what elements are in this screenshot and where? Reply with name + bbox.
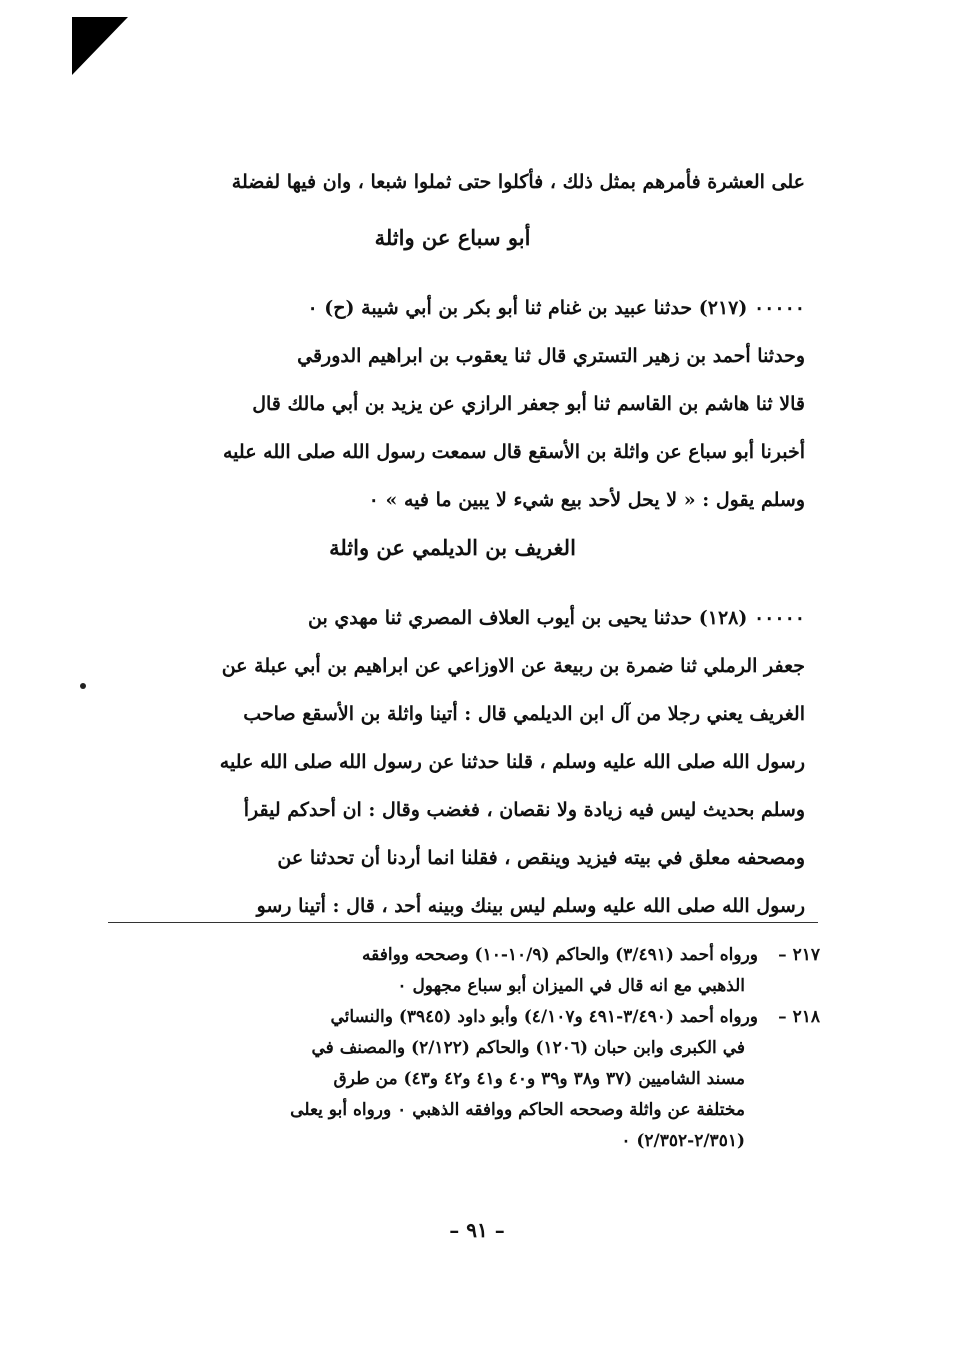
- hadith-217: [100, 284, 805, 524]
- ink-dot: [80, 683, 86, 689]
- footnote-218: [100, 1002, 820, 1033]
- footnote-line: مسند الشاميين (٣٧ و٣٨ و٣٩ و٤٠ و٤١ و٤٢ و٤٣) من طرق: [333, 1069, 745, 1089]
- text-line: الغريف يعني رجلا من آل ابن الديلمي قال : أتينا واثلة بن الأسقع صاحب: [243, 703, 805, 725]
- text-line: أخبرنا أبو سباع عن واثلة بن الأسقع قال سمعت رسول الله صلى الله عليه: [222, 441, 805, 463]
- text-line: ٠٠٠٠٠ (١٢٨) حدثنا يحيى بن أيوب العلاف المصري ثنا مهدي بن: [308, 607, 805, 629]
- text-line: وسلم بحديث ليس فيه زيادة ولا نقصان ، فغضب وقال : ان أحدكم ليقرأ: [243, 799, 805, 821]
- footnote-line: مختلفة عن واثلة وصححه الحاكم ووافقه الذهبي ٠ ورواه أبو يعلى: [290, 1100, 745, 1120]
- section-heading: أبو سباع عن واثلة: [374, 225, 531, 250]
- text-line: رسول الله صلى الله عليه وسلم ، قلنا حدثنا عن رسول الله صلى الله عليه: [219, 751, 805, 773]
- text-line: على العشرة فأمرهم بمثل ذلك ، فأكلوا حتى ثملوا شبعا ، وان فيها لفضلة: [231, 171, 805, 193]
- text-block-top: [100, 158, 805, 262]
- footnotes: [100, 940, 820, 1157]
- text-line: رسول الله صلى الله عليه وسلم ليس بينك وبينه أحد ، قال : أتينا رسو: [256, 895, 805, 917]
- hadith-128: [100, 594, 805, 930]
- footnote-line: الذهبي مع انه قال في الميزان أبو سباع مجهول ٠: [397, 976, 745, 996]
- section2-heading-block: [100, 524, 805, 572]
- text-line: جعفر الرملي ثنا ضمرة بن ربيعة عن الاوزاعي عن ابراهيم بن أبي عبلة عن: [221, 655, 805, 677]
- footnote-line: ورواه أحمد (٣/٤٩١) والحاكم (١٠/٩-١٠) وصححه ووافقه: [362, 945, 758, 965]
- text-line: ومصحفه معلق في بيته فيزيد وينقص ، فقلنا انما أردنا أن تحدثنا عن: [277, 847, 805, 869]
- text-line: ٠٠٠٠٠ (٢١٧) حدثنا عبيد بن غنام ثنا أبو بكر بن أبي شيبة (ح) ٠: [307, 297, 805, 319]
- text-line: قالا ثنا هاشم بن القاسم ثنا أبو جعفر الرازي عن يزيد بن أبي مالك قال: [252, 393, 805, 415]
- page-number: – ٩١ –: [449, 1218, 505, 1242]
- footnote-number: ٢١٧ –: [778, 945, 820, 965]
- footnote-217: [100, 940, 820, 971]
- text-line: وسلم يقول : « لا يحل لأحد بيع شيء لا يبين ما فيه » ٠: [368, 489, 805, 511]
- footnote-line: في الكبرى وابن حبان (١٢٠٦) والحاكم (٢/١٢٢) والمصنف في: [311, 1038, 745, 1058]
- corner-mark: [72, 17, 128, 75]
- footnote-separator: [108, 922, 818, 923]
- section-heading: الغريف بن الديلمي عن واثلة: [329, 535, 576, 560]
- footnote-number: ٢١٨ –: [778, 1007, 820, 1027]
- text-line: وحدثنا أحمد بن زهير التستري قال ثنا يعقوب بن ابراهيم الدورقي: [297, 345, 805, 367]
- footnote-line: ورواه أحمد (٣/٤٩٠-٤٩١ و٤/١٠٧) وأبو داود (٣٩٤٥) والنسائي: [330, 1007, 758, 1027]
- footnote-line: (٢/٣٥١-٢/٣٥٢) ٠: [621, 1131, 745, 1151]
